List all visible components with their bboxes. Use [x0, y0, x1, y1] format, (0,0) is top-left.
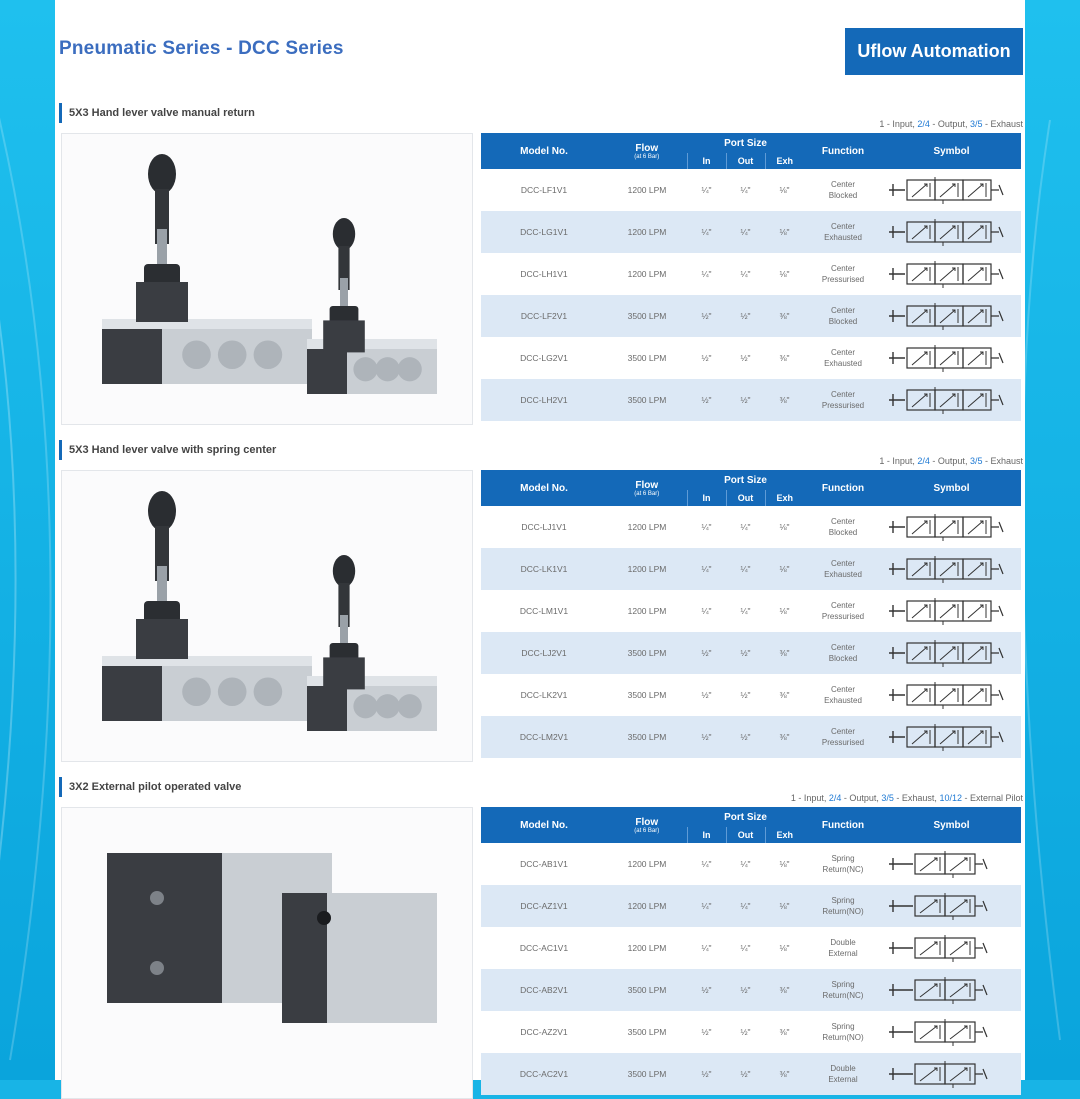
function-cell: Double External	[828, 938, 858, 958]
table-row	[481, 1011, 1021, 1053]
port-in: ½"	[687, 632, 726, 674]
port-in: ¼"	[701, 522, 712, 532]
port-in: ¼"	[701, 269, 712, 279]
function-cell: Spring Return(NO)	[804, 885, 882, 927]
port-in: ¼"	[687, 548, 726, 590]
model-no: DCC-AC2V1	[481, 1053, 607, 1095]
port-legend: 1 - Input, 2/4 - Output, 3/5 - Exhaust, 10/12 - External Pilot	[790, 793, 1023, 803]
port-legend: 1 - Input, 2/4 - Output, 3/5 - Exhaust	[879, 456, 1023, 466]
table-row	[481, 548, 1021, 590]
5x2-pilot-spring-symbol-icon	[882, 843, 1021, 885]
brand-logo: Uflow Automation	[845, 28, 1023, 75]
port-in: ½"	[687, 379, 726, 421]
5x3-blocked-symbol-icon	[882, 295, 1021, 337]
table-row	[481, 927, 1021, 969]
table-row	[481, 253, 1021, 295]
port-in: ½"	[687, 1053, 726, 1095]
port-out: ½"	[726, 969, 765, 1011]
5x3-spring-exhausted-symbol-icon	[882, 674, 1021, 716]
flow-value: 3500 LPM	[607, 716, 687, 758]
col-header-in: In	[687, 827, 726, 843]
table-row	[481, 295, 1021, 337]
5x2-pilot-double-symbol-icon	[882, 927, 1021, 969]
function-cell: Center Pressurised	[821, 264, 865, 284]
port-out: ½"	[726, 379, 765, 421]
table-row	[481, 590, 1021, 632]
model-no: DCC-LK1V1	[481, 548, 607, 590]
port-out: ½"	[740, 690, 751, 700]
model-no: DCC-LM2V1	[481, 716, 607, 758]
col-header-model: Model No.	[481, 807, 607, 843]
col-header-exh: Exh	[765, 490, 804, 506]
col-header-symbol: Symbol	[882, 133, 1021, 169]
port-exh: ⅛"	[779, 185, 790, 195]
port-out: ½"	[726, 295, 765, 337]
port-exh: ⅛"	[779, 522, 790, 532]
port-out: ¼"	[726, 211, 765, 253]
function-cell: Center Exhausted	[804, 211, 882, 253]
col-header-flow: Flow (at 6 Bar)	[607, 133, 687, 169]
port-out: ¼"	[740, 943, 751, 953]
function-cell: Center Exhausted	[824, 685, 862, 705]
port-exh: ⅛"	[765, 885, 804, 927]
model-no: DCC-AZ2V1	[520, 1027, 568, 1037]
col-header-out: Out	[726, 490, 765, 506]
5x3-spring-pressurised-symbol-icon	[882, 716, 1021, 758]
port-out: ¼"	[740, 606, 751, 616]
port-exh: ⅜"	[779, 1027, 790, 1037]
port-out: ½"	[726, 632, 765, 674]
5x2-pilot-spring-symbol-icon	[882, 969, 1021, 1011]
col-header-flow: Flow (at 6 Bar)	[607, 807, 687, 843]
port-in: ¼"	[701, 185, 712, 195]
port-out: ¼"	[726, 885, 765, 927]
page-title: Pneumatic Series - DCC Series	[59, 38, 344, 59]
5x3-exhausted-symbol-icon	[882, 211, 1021, 253]
table-row	[481, 716, 1021, 758]
col-header-function: Function	[804, 133, 882, 169]
model-no: DCC-LH1V1	[520, 269, 568, 279]
product-photo	[61, 133, 473, 425]
port-out: ¼"	[726, 548, 765, 590]
function-cell: Center Blocked	[828, 180, 858, 200]
port-out: ½"	[740, 1027, 751, 1037]
port-in: ¼"	[701, 943, 712, 953]
model-no: DCC-AC1V1	[519, 943, 569, 953]
col-header-in: In	[687, 153, 726, 169]
5x2-pilot-double-symbol-icon	[882, 1053, 1021, 1095]
col-header-port-size: Port Size	[687, 470, 804, 490]
port-in: ¼"	[701, 606, 712, 616]
port-in: ½"	[687, 716, 726, 758]
section-title: 3X2 External pilot operated valve	[59, 777, 241, 797]
port-exh: ⅜"	[765, 716, 804, 758]
col-header-symbol: Symbol	[882, 470, 1021, 506]
port-out: ¼"	[740, 185, 751, 195]
5x3-pressurised-symbol-icon	[882, 253, 1021, 295]
flow-value: 1200 LPM	[607, 885, 687, 927]
5x3-spring-blocked-symbol-icon	[882, 506, 1021, 548]
table-row	[481, 506, 1021, 548]
table-row	[481, 337, 1021, 379]
table-row	[481, 674, 1021, 716]
flow-value: 3500 LPM	[607, 295, 687, 337]
col-header-port-size: Port Size	[687, 807, 804, 827]
port-in: ½"	[687, 969, 726, 1011]
model-no: DCC-LK2V1	[520, 690, 568, 700]
flow-value: 1200 LPM	[627, 943, 667, 953]
port-exh: ⅛"	[779, 269, 790, 279]
5x3-pressurised-symbol-icon	[882, 379, 1021, 421]
flow-value: 1200 LPM	[607, 548, 687, 590]
section-title: 5X3 Hand lever valve manual return	[59, 103, 255, 123]
model-no: DCC-AB2V1	[481, 969, 607, 1011]
port-exh: ⅜"	[765, 1053, 804, 1095]
flow-value: 1200 LPM	[627, 522, 667, 532]
flow-value: 1200 LPM	[627, 859, 667, 869]
5x2-pilot-spring-symbol-icon	[882, 885, 1021, 927]
port-legend: 1 - Input, 2/4 - Output, 3/5 - Exhaust	[879, 119, 1023, 129]
5x3-exhausted-symbol-icon	[882, 337, 1021, 379]
model-no: DCC-LH2V1	[481, 379, 607, 421]
table-row	[481, 211, 1021, 253]
model-no: DCC-LJ2V1	[481, 632, 607, 674]
5x2-pilot-spring-symbol-icon	[882, 1011, 1021, 1053]
flow-value: 1200 LPM	[627, 606, 667, 616]
5x3-spring-blocked-symbol-icon	[882, 632, 1021, 674]
col-header-function: Function	[804, 470, 882, 506]
spec-table	[481, 133, 1021, 421]
col-header-model: Model No.	[481, 133, 607, 169]
port-exh: ⅛"	[765, 548, 804, 590]
function-cell: Center Pressurised	[804, 379, 882, 421]
model-no: DCC-LG2V1	[520, 353, 568, 363]
flow-value: 1200 LPM	[607, 211, 687, 253]
5x3-spring-pressurised-symbol-icon	[882, 590, 1021, 632]
col-header-exh: Exh	[765, 153, 804, 169]
port-exh: ⅛"	[765, 211, 804, 253]
port-in: ½"	[687, 295, 726, 337]
port-exh: ⅜"	[779, 353, 790, 363]
product-photo	[61, 470, 473, 762]
function-cell: Center Blocked	[804, 632, 882, 674]
product-photo	[61, 807, 473, 1099]
spec-table	[481, 470, 1021, 758]
table-row	[481, 969, 1021, 1011]
function-cell: Center Blocked	[804, 295, 882, 337]
hand-lever-valve-photo-icon	[62, 471, 472, 761]
table-row	[481, 885, 1021, 927]
port-exh: ⅜"	[765, 295, 804, 337]
pilot-valve-photo-icon	[62, 808, 472, 1098]
col-header-exh: Exh	[765, 827, 804, 843]
col-header-in: In	[687, 490, 726, 506]
col-header-model: Model No.	[481, 470, 607, 506]
col-header-function: Function	[804, 807, 882, 843]
port-exh: ⅜"	[765, 379, 804, 421]
port-exh: ⅛"	[779, 606, 790, 616]
function-cell: Center Exhausted	[804, 548, 882, 590]
5x3-blocked-symbol-icon	[882, 169, 1021, 211]
5x3-spring-exhausted-symbol-icon	[882, 548, 1021, 590]
port-in: ½"	[701, 1027, 712, 1037]
col-header-flow: Flow (at 6 Bar)	[607, 470, 687, 506]
col-header-out: Out	[726, 153, 765, 169]
flow-value: 3500 LPM	[607, 632, 687, 674]
port-in: ¼"	[687, 211, 726, 253]
function-cell: Center Exhausted	[824, 348, 862, 368]
port-exh: ⅜"	[779, 690, 790, 700]
spec-table	[481, 807, 1021, 1095]
table-row	[481, 169, 1021, 211]
port-in: ½"	[701, 353, 712, 363]
hand-lever-valve-photo-icon	[62, 134, 472, 424]
port-out: ½"	[726, 716, 765, 758]
table-row	[481, 632, 1021, 674]
model-no: DCC-LF1V1	[520, 185, 568, 195]
port-exh: ⅛"	[779, 859, 790, 869]
col-header-out: Out	[726, 827, 765, 843]
section-title: 5X3 Hand lever valve with spring center	[59, 440, 276, 460]
model-no: DCC-LJ1V1	[521, 522, 567, 532]
model-no: DCC-LG1V1	[481, 211, 607, 253]
flow-value: 1200 LPM	[627, 185, 667, 195]
flow-value: 3500 LPM	[627, 353, 667, 363]
col-header-port-size: Port Size	[687, 133, 804, 153]
model-no: DCC-AZ1V1	[481, 885, 607, 927]
port-in: ½"	[701, 690, 712, 700]
flow-value: 3500 LPM	[627, 690, 667, 700]
model-no: DCC-LF2V1	[481, 295, 607, 337]
port-in: ¼"	[701, 859, 712, 869]
port-exh: ⅜"	[765, 632, 804, 674]
function-cell: Center Pressurised	[821, 601, 865, 621]
port-out: ½"	[726, 1053, 765, 1095]
flow-value: 3500 LPM	[607, 1053, 687, 1095]
port-out: ¼"	[740, 522, 751, 532]
port-out: ½"	[740, 353, 751, 363]
function-cell: Spring Return(NC)	[804, 969, 882, 1011]
table-row	[481, 843, 1021, 885]
port-exh: ⅛"	[779, 943, 790, 953]
port-out: ¼"	[740, 859, 751, 869]
port-exh: ⅜"	[765, 969, 804, 1011]
flow-value: 3500 LPM	[627, 1027, 667, 1037]
port-in: ¼"	[687, 885, 726, 927]
flow-value: 1200 LPM	[627, 269, 667, 279]
function-cell: Spring Return(NO)	[822, 1022, 864, 1042]
model-no: DCC-LM1V1	[519, 606, 569, 616]
function-cell: Center Blocked	[828, 517, 858, 537]
table-row	[481, 379, 1021, 421]
table-row	[481, 1053, 1021, 1095]
function-cell: Double External	[804, 1053, 882, 1095]
col-header-symbol: Symbol	[882, 807, 1021, 843]
catalog-sheet	[55, 0, 1025, 1084]
model-no: DCC-AB1V1	[520, 859, 568, 869]
port-out: ¼"	[740, 269, 751, 279]
flow-value: 3500 LPM	[607, 379, 687, 421]
function-cell: Spring Return(NC)	[822, 854, 864, 874]
flow-value: 3500 LPM	[607, 969, 687, 1011]
function-cell: Center Pressurised	[804, 716, 882, 758]
